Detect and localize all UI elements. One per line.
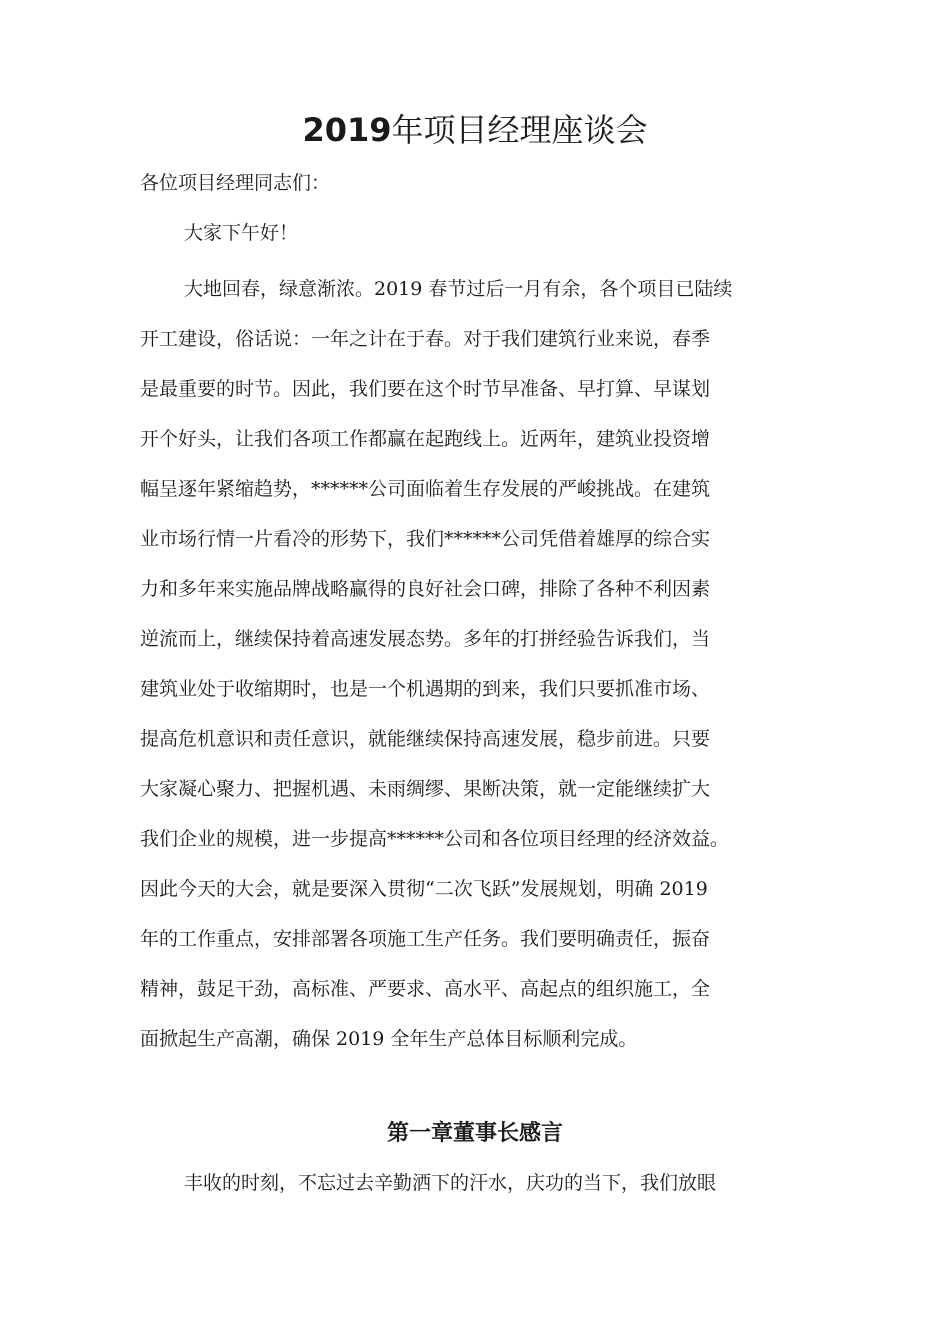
body-line: 大地回春，绿意渐浓。2019 春节过后一月有余，各个项目已陆续 [184, 278, 733, 300]
chapter-title: 第一章董事长感言 [386, 1120, 563, 1146]
body-paragraph [140, 264, 830, 1064]
title-text: 年项目经理座谈会 [391, 111, 648, 149]
body-line: 力和多年来实施品牌战略赢得的良好社会口碑，排除了各种不利因素 [140, 578, 711, 600]
body-line: 面掀起生产高潮，确保 2019 全年生产总体目标顺利完成。 [140, 1028, 638, 1050]
body-line: 我们企业的规模，进一步提高******公司和各位项目经理的经济效益。 [140, 828, 730, 850]
body-line: 因此今天的大会，就是要深入贯彻“二次飞跃”发展规划，明确 2019 [140, 878, 708, 900]
body-line: 幅呈逐年紧缩趋势，******公司面临着生存发展的严峻挑战。在建筑 [140, 478, 711, 500]
greeting: 大家下午好！ [184, 222, 299, 244]
body-line: 开工建设，俗话说：一年之计在于春。对于我们建筑行业来说，春季 [140, 328, 711, 350]
body-line: 建筑业处于收缩期时，也是一个机遇期的到来，我们只要抓准市场、 [140, 678, 711, 700]
body-line: 年的工作重点，安排部署各项施工生产任务。我们要明确责任，振奋 [140, 928, 711, 950]
body-line: 逆流而上，继续保持着高速发展态势。多年的打拼经验告诉我们，当 [140, 628, 711, 650]
body-line: 提高危机意识和责任意识，就能继续保持高速发展，稳步前进。只要 [140, 728, 711, 750]
body-line: 开个好头，让我们各项工作都赢在起跑线上。近两年，建筑业投资增 [140, 428, 711, 450]
body-line: 精神，鼓足干劲，高标准、严要求、高水平、高起点的组织施工，全 [140, 978, 711, 1000]
salutation: 各位项目经理同志们： [140, 172, 331, 194]
chapter-paragraph [140, 1166, 830, 1200]
body-line: 大家凝心聚力、把握机遇、未雨绸缪、果断决策，就一定能继续扩大 [140, 778, 711, 800]
chapter-line: 丰收的时刻，不忘过去辛勤洒下的汗水，庆功的当下，我们放眼 [184, 1172, 717, 1194]
document-title [0, 108, 950, 152]
body-line: 是最重要的时节。因此，我们要在这个时节早准备、早打算、早谋划 [140, 378, 711, 400]
body-line: 业市场行情一片看冷的形势下，我们******公司凭借着雄厚的综合实 [140, 528, 711, 550]
title-year: 2019 [302, 111, 392, 149]
